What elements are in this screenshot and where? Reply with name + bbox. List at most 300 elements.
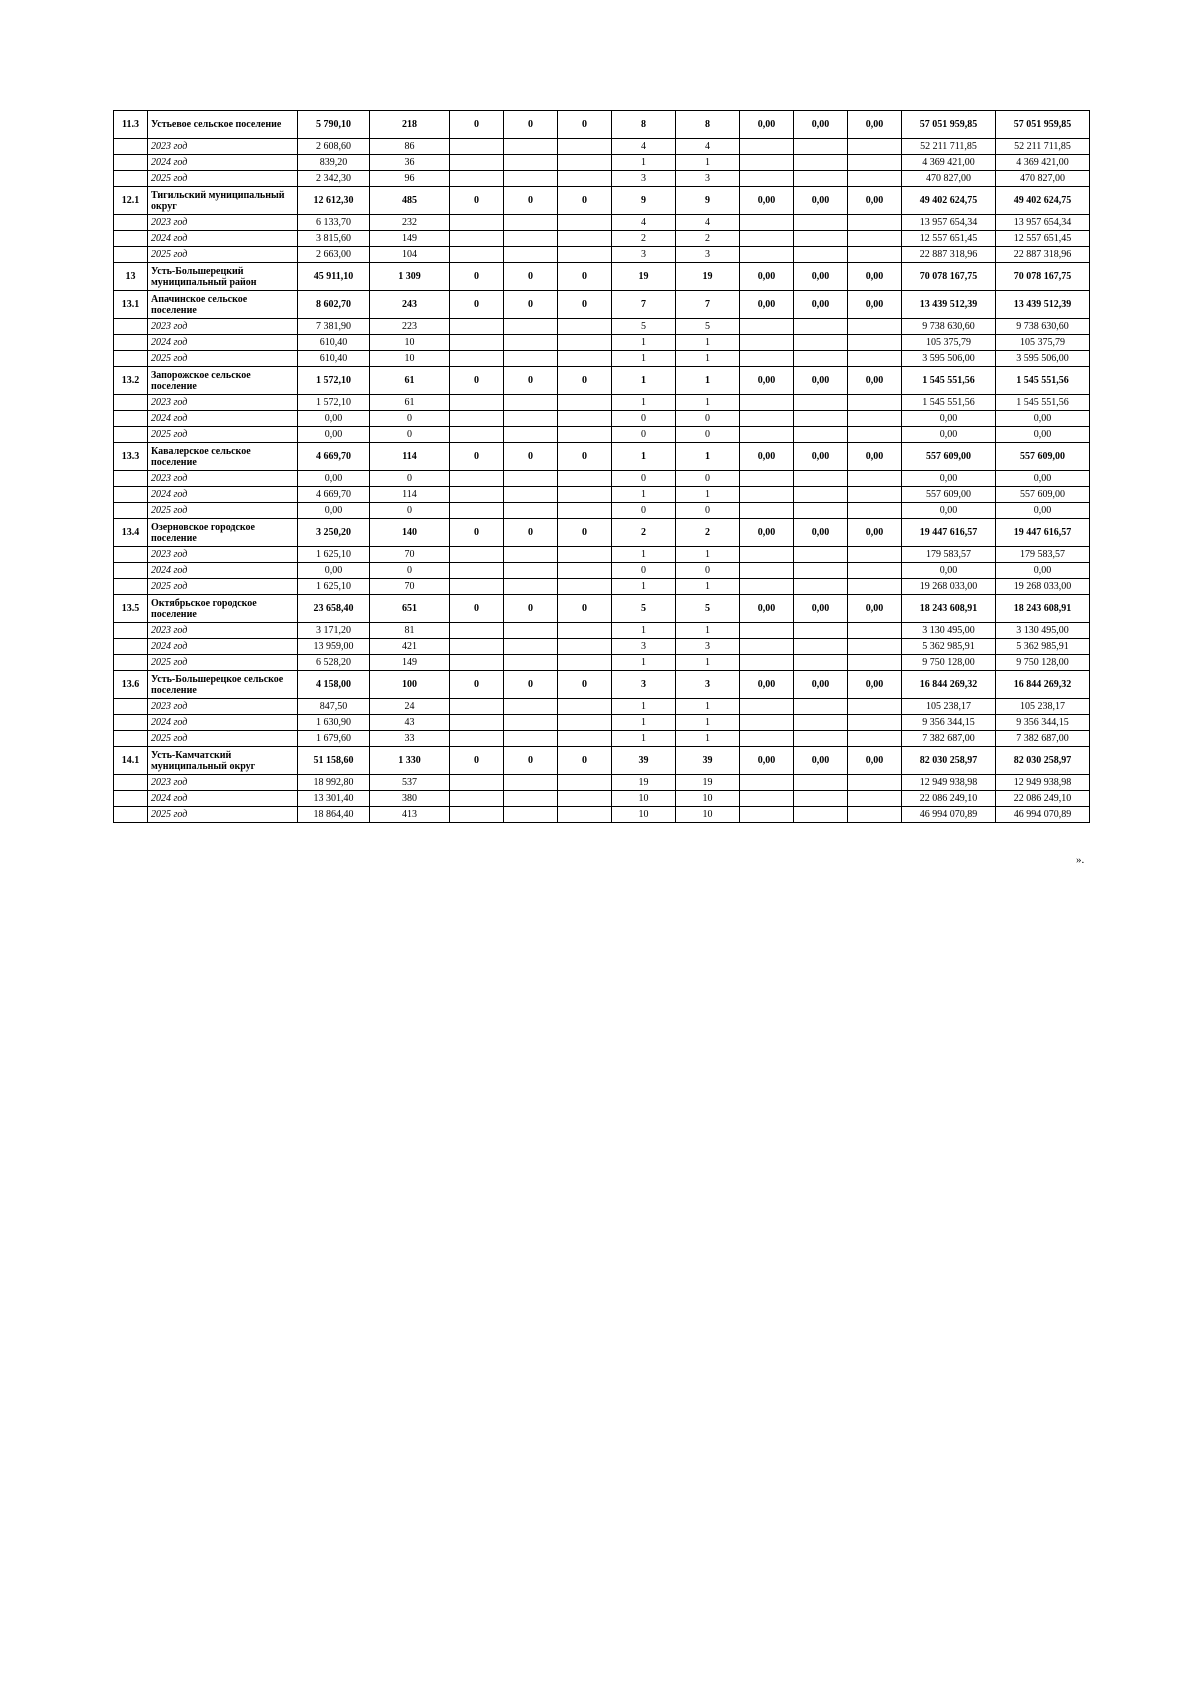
value-cell: 9 356 344,15 (902, 715, 996, 731)
value-cell (848, 699, 902, 715)
value-cell: 9 738 630,60 (902, 319, 996, 335)
table-row-year (114, 395, 1090, 411)
value-cell (794, 503, 848, 519)
value-cell: 0 (676, 427, 740, 443)
table-row-year (114, 351, 1090, 367)
year-label-cell: 2025 год (148, 503, 298, 519)
value-cell (794, 171, 848, 187)
value-cell (450, 247, 504, 263)
value-cell (740, 351, 794, 367)
year-label-cell: 2025 год (148, 247, 298, 263)
empty-number-cell (114, 335, 148, 351)
value-cell (794, 155, 848, 171)
value-cell: 1 (676, 155, 740, 171)
value-cell (504, 547, 558, 563)
value-cell: 149 (370, 231, 450, 247)
value-cell (740, 731, 794, 747)
row-number-cell: 14.1 (114, 747, 148, 775)
empty-number-cell (114, 231, 148, 247)
value-cell (450, 807, 504, 823)
value-cell: 0,00 (794, 443, 848, 471)
row-number-cell: 13.2 (114, 367, 148, 395)
value-cell: 2 663,00 (298, 247, 370, 263)
value-cell: 1 (612, 487, 676, 503)
value-cell: 0 (558, 747, 612, 775)
empty-number-cell (114, 427, 148, 443)
value-cell (740, 231, 794, 247)
value-cell (450, 351, 504, 367)
value-cell: 18 243 608,91 (996, 595, 1090, 623)
row-number-cell: 13.3 (114, 443, 148, 471)
table-row-year (114, 171, 1090, 187)
municipality-name-cell: Озерновское городское поселение (148, 519, 298, 547)
value-cell: 5 (676, 595, 740, 623)
empty-number-cell (114, 731, 148, 747)
value-cell: 5 790,10 (298, 111, 370, 139)
value-cell: 6 133,70 (298, 215, 370, 231)
value-cell (504, 715, 558, 731)
value-cell (740, 139, 794, 155)
value-cell (504, 791, 558, 807)
value-cell: 0 (612, 411, 676, 427)
value-cell: 0 (504, 519, 558, 547)
value-cell (558, 171, 612, 187)
value-cell (740, 395, 794, 411)
value-cell: 1 630,90 (298, 715, 370, 731)
value-cell (794, 319, 848, 335)
value-cell: 0,00 (848, 519, 902, 547)
value-cell: 1 (612, 655, 676, 671)
value-cell: 0 (558, 263, 612, 291)
value-cell (794, 655, 848, 671)
table-row-year (114, 247, 1090, 263)
value-cell (848, 171, 902, 187)
value-cell: 12 949 938,98 (996, 775, 1090, 791)
value-cell: 0 (370, 563, 450, 579)
value-cell: 4 669,70 (298, 487, 370, 503)
table-row-year (114, 639, 1090, 655)
value-cell: 86 (370, 139, 450, 155)
value-cell: 13 957 654,34 (902, 215, 996, 231)
value-cell: 51 158,60 (298, 747, 370, 775)
value-cell (450, 231, 504, 247)
value-cell: 9 356 344,15 (996, 715, 1090, 731)
value-cell: 232 (370, 215, 450, 231)
table-row-year (114, 775, 1090, 791)
value-cell: 2 (676, 231, 740, 247)
value-cell: 45 911,10 (298, 263, 370, 291)
value-cell: 1 545 551,56 (902, 395, 996, 411)
value-cell: 847,50 (298, 699, 370, 715)
value-cell (450, 171, 504, 187)
value-cell: 7 381,90 (298, 319, 370, 335)
value-cell: 4 369 421,00 (902, 155, 996, 171)
value-cell (794, 215, 848, 231)
value-cell: 610,40 (298, 335, 370, 351)
year-label-cell: 2025 год (148, 807, 298, 823)
value-cell (450, 471, 504, 487)
value-cell: 8 (676, 111, 740, 139)
year-label-cell: 2023 год (148, 319, 298, 335)
value-cell: 6 528,20 (298, 655, 370, 671)
value-cell: 1 (676, 335, 740, 351)
value-cell: 3 (612, 171, 676, 187)
year-label-cell: 2024 год (148, 411, 298, 427)
value-cell: 9 750 128,00 (996, 655, 1090, 671)
value-cell (848, 395, 902, 411)
value-cell (740, 171, 794, 187)
value-cell: 1 (676, 699, 740, 715)
value-cell: 0,00 (794, 187, 848, 215)
value-cell: 1 545 551,56 (996, 367, 1090, 395)
value-cell: 3 (612, 671, 676, 699)
value-cell (504, 699, 558, 715)
value-cell: 0 (612, 563, 676, 579)
value-cell: 0 (558, 291, 612, 319)
value-cell: 2 342,30 (298, 171, 370, 187)
value-cell (848, 579, 902, 595)
value-cell (740, 155, 794, 171)
value-cell: 105 375,79 (902, 335, 996, 351)
municipality-name-cell: Апачинское сельское поселение (148, 291, 298, 319)
table-row-main (114, 747, 1090, 775)
value-cell (558, 139, 612, 155)
value-cell (450, 655, 504, 671)
value-cell: 1 (612, 699, 676, 715)
value-cell: 61 (370, 367, 450, 395)
year-label-cell: 2024 год (148, 715, 298, 731)
table-row-year (114, 699, 1090, 715)
value-cell (848, 503, 902, 519)
value-cell (504, 411, 558, 427)
value-cell: 3 (676, 639, 740, 655)
row-number-cell: 13 (114, 263, 148, 291)
value-cell: 0,00 (794, 367, 848, 395)
row-number-cell: 13.1 (114, 291, 148, 319)
value-cell (504, 215, 558, 231)
year-label-cell: 2024 год (148, 791, 298, 807)
value-cell (450, 335, 504, 351)
value-cell: 2 (612, 519, 676, 547)
value-cell: 0,00 (902, 427, 996, 443)
value-cell: 0 (450, 443, 504, 471)
value-cell: 1 (612, 367, 676, 395)
value-cell: 0,00 (996, 563, 1090, 579)
table-row-main (114, 263, 1090, 291)
value-cell: 3 250,20 (298, 519, 370, 547)
value-cell (740, 715, 794, 731)
value-cell: 61 (370, 395, 450, 411)
value-cell: 5 362 985,91 (996, 639, 1090, 655)
value-cell: 82 030 258,97 (902, 747, 996, 775)
value-cell: 96 (370, 171, 450, 187)
value-cell: 0,00 (298, 411, 370, 427)
value-cell (794, 335, 848, 351)
value-cell (794, 699, 848, 715)
value-cell: 0 (450, 291, 504, 319)
value-cell: 70 (370, 579, 450, 595)
year-label-cell: 2024 год (148, 335, 298, 351)
year-label-cell: 2023 год (148, 547, 298, 563)
value-cell: 18 864,40 (298, 807, 370, 823)
year-label-cell: 2024 год (148, 487, 298, 503)
value-cell: 0 (676, 503, 740, 519)
value-cell: 1 572,10 (298, 395, 370, 411)
value-cell (558, 699, 612, 715)
year-label-cell: 2023 год (148, 139, 298, 155)
value-cell: 0 (504, 291, 558, 319)
value-cell: 0 (558, 187, 612, 215)
value-cell (794, 791, 848, 807)
value-cell (848, 623, 902, 639)
value-cell (558, 487, 612, 503)
value-cell: 0,00 (902, 503, 996, 519)
empty-number-cell (114, 155, 148, 171)
table-body (114, 111, 1090, 823)
value-cell (558, 623, 612, 639)
value-cell: 1 (676, 655, 740, 671)
value-cell (848, 775, 902, 791)
value-cell: 223 (370, 319, 450, 335)
year-label-cell: 2025 год (148, 171, 298, 187)
value-cell: 0 (504, 595, 558, 623)
table-row-year (114, 547, 1090, 563)
year-label-cell: 2025 год (148, 351, 298, 367)
value-cell (558, 215, 612, 231)
year-label-cell: 2024 год (148, 155, 298, 171)
value-cell: 19 268 033,00 (996, 579, 1090, 595)
value-cell: 0,00 (848, 187, 902, 215)
value-cell: 19 (612, 775, 676, 791)
value-cell: 22 086 249,10 (902, 791, 996, 807)
value-cell (450, 319, 504, 335)
value-cell: 0 (450, 595, 504, 623)
value-cell: 1 (676, 623, 740, 639)
value-cell (794, 775, 848, 791)
value-cell: 70 (370, 547, 450, 563)
value-cell: 105 375,79 (996, 335, 1090, 351)
value-cell: 1 309 (370, 263, 450, 291)
value-cell: 0,00 (794, 671, 848, 699)
table-row-year (114, 623, 1090, 639)
value-cell: 7 382 687,00 (902, 731, 996, 747)
value-cell: 557 609,00 (996, 443, 1090, 471)
value-cell (558, 639, 612, 655)
value-cell (794, 731, 848, 747)
value-cell: 9 (612, 187, 676, 215)
value-cell (848, 563, 902, 579)
value-cell: 140 (370, 519, 450, 547)
table-row-main (114, 595, 1090, 623)
table-row-main (114, 443, 1090, 471)
value-cell: 19 268 033,00 (902, 579, 996, 595)
value-cell (504, 471, 558, 487)
value-cell: 0,00 (902, 411, 996, 427)
value-cell: 18 992,80 (298, 775, 370, 791)
value-cell (848, 807, 902, 823)
value-cell: 470 827,00 (996, 171, 1090, 187)
value-cell (504, 731, 558, 747)
value-cell: 8 (612, 111, 676, 139)
value-cell (794, 471, 848, 487)
value-cell (558, 655, 612, 671)
value-cell (740, 215, 794, 231)
value-cell: 218 (370, 111, 450, 139)
value-cell (558, 247, 612, 263)
table-row-year (114, 791, 1090, 807)
value-cell: 39 (676, 747, 740, 775)
value-cell (740, 319, 794, 335)
value-cell: 7 (612, 291, 676, 319)
value-cell: 0,00 (794, 263, 848, 291)
value-cell: 70 078 167,75 (996, 263, 1090, 291)
empty-number-cell (114, 563, 148, 579)
value-cell (794, 563, 848, 579)
value-cell: 0 (676, 411, 740, 427)
table-row-year (114, 503, 1090, 519)
value-cell: 22 887 318,96 (902, 247, 996, 263)
value-cell (450, 563, 504, 579)
value-cell: 19 (676, 775, 740, 791)
value-cell: 7 (676, 291, 740, 319)
value-cell: 557 609,00 (902, 487, 996, 503)
empty-number-cell (114, 351, 148, 367)
value-cell (848, 655, 902, 671)
value-cell: 0 (504, 111, 558, 139)
value-cell (558, 775, 612, 791)
municipality-name-cell: Усть-Большерецкий муниципальный район (148, 263, 298, 291)
value-cell: 52 211 711,85 (902, 139, 996, 155)
value-cell (450, 731, 504, 747)
value-cell: 0,00 (740, 747, 794, 775)
year-label-cell: 2023 год (148, 215, 298, 231)
value-cell: 0 (504, 443, 558, 471)
empty-number-cell (114, 487, 148, 503)
empty-number-cell (114, 639, 148, 655)
value-cell: 537 (370, 775, 450, 791)
value-cell (450, 139, 504, 155)
value-cell: 70 078 167,75 (902, 263, 996, 291)
value-cell: 0 (558, 367, 612, 395)
row-number-cell: 13.6 (114, 671, 148, 699)
value-cell: 1 545 551,56 (996, 395, 1090, 411)
value-cell: 0,00 (996, 471, 1090, 487)
value-cell (558, 351, 612, 367)
value-cell: 22 086 249,10 (996, 791, 1090, 807)
value-cell (558, 503, 612, 519)
value-cell: 4 (612, 215, 676, 231)
value-cell (794, 427, 848, 443)
value-cell: 0,00 (740, 291, 794, 319)
value-cell (558, 579, 612, 595)
value-cell: 3 (612, 639, 676, 655)
value-cell (740, 411, 794, 427)
empty-number-cell (114, 471, 148, 487)
value-cell: 1 (612, 351, 676, 367)
value-cell: 0,00 (740, 111, 794, 139)
value-cell: 0 (558, 519, 612, 547)
value-cell (794, 547, 848, 563)
value-cell (740, 335, 794, 351)
value-cell (504, 623, 558, 639)
row-number-cell: 11.3 (114, 111, 148, 139)
value-cell: 9 738 630,60 (996, 319, 1090, 335)
value-cell: 0,00 (794, 519, 848, 547)
value-cell (848, 791, 902, 807)
municipality-name-cell: Запорожское сельское поселение (148, 367, 298, 395)
value-cell: 1 (612, 547, 676, 563)
value-cell: 179 583,57 (996, 547, 1090, 563)
value-cell: 46 994 070,89 (996, 807, 1090, 823)
value-cell (558, 155, 612, 171)
table-row-year (114, 231, 1090, 247)
value-cell (794, 807, 848, 823)
value-cell (558, 231, 612, 247)
empty-number-cell (114, 699, 148, 715)
value-cell (794, 395, 848, 411)
value-cell (558, 411, 612, 427)
value-cell (740, 547, 794, 563)
value-cell: 1 (612, 623, 676, 639)
value-cell (504, 487, 558, 503)
value-cell: 179 583,57 (902, 547, 996, 563)
value-cell (794, 247, 848, 263)
value-cell: 4 (676, 139, 740, 155)
value-cell: 81 (370, 623, 450, 639)
value-cell: 5 (676, 319, 740, 335)
value-cell: 3 171,20 (298, 623, 370, 639)
value-cell (740, 775, 794, 791)
value-cell: 0,00 (794, 291, 848, 319)
value-cell: 114 (370, 443, 450, 471)
value-cell: 10 (612, 791, 676, 807)
value-cell (558, 563, 612, 579)
value-cell: 0 (504, 263, 558, 291)
value-cell: 19 447 616,57 (902, 519, 996, 547)
value-cell: 0,00 (740, 519, 794, 547)
value-cell: 0,00 (848, 443, 902, 471)
value-cell: 3 130 495,00 (902, 623, 996, 639)
value-cell (504, 231, 558, 247)
value-cell (848, 487, 902, 503)
value-cell (848, 215, 902, 231)
value-cell: 2 (612, 231, 676, 247)
value-cell (794, 139, 848, 155)
value-cell: 0 (370, 427, 450, 443)
municipality-name-cell: Усть-Большерецкое сельское поселение (148, 671, 298, 699)
table-row-year (114, 655, 1090, 671)
value-cell: 0,00 (794, 111, 848, 139)
year-label-cell: 2024 год (148, 231, 298, 247)
value-cell: 1 330 (370, 747, 450, 775)
value-cell: 5 (612, 595, 676, 623)
value-cell: 0 (450, 747, 504, 775)
value-cell: 1 545 551,56 (902, 367, 996, 395)
year-label-cell: 2023 год (148, 623, 298, 639)
year-label-cell: 2024 год (148, 639, 298, 655)
value-cell: 4 369 421,00 (996, 155, 1090, 171)
value-cell: 0 (676, 563, 740, 579)
value-cell: 3 815,60 (298, 231, 370, 247)
value-cell: 22 887 318,96 (996, 247, 1090, 263)
value-cell (504, 395, 558, 411)
value-cell (558, 715, 612, 731)
value-cell: 0,00 (740, 187, 794, 215)
value-cell: 10 (370, 351, 450, 367)
value-cell (450, 715, 504, 731)
table-row-year (114, 487, 1090, 503)
value-cell (794, 351, 848, 367)
